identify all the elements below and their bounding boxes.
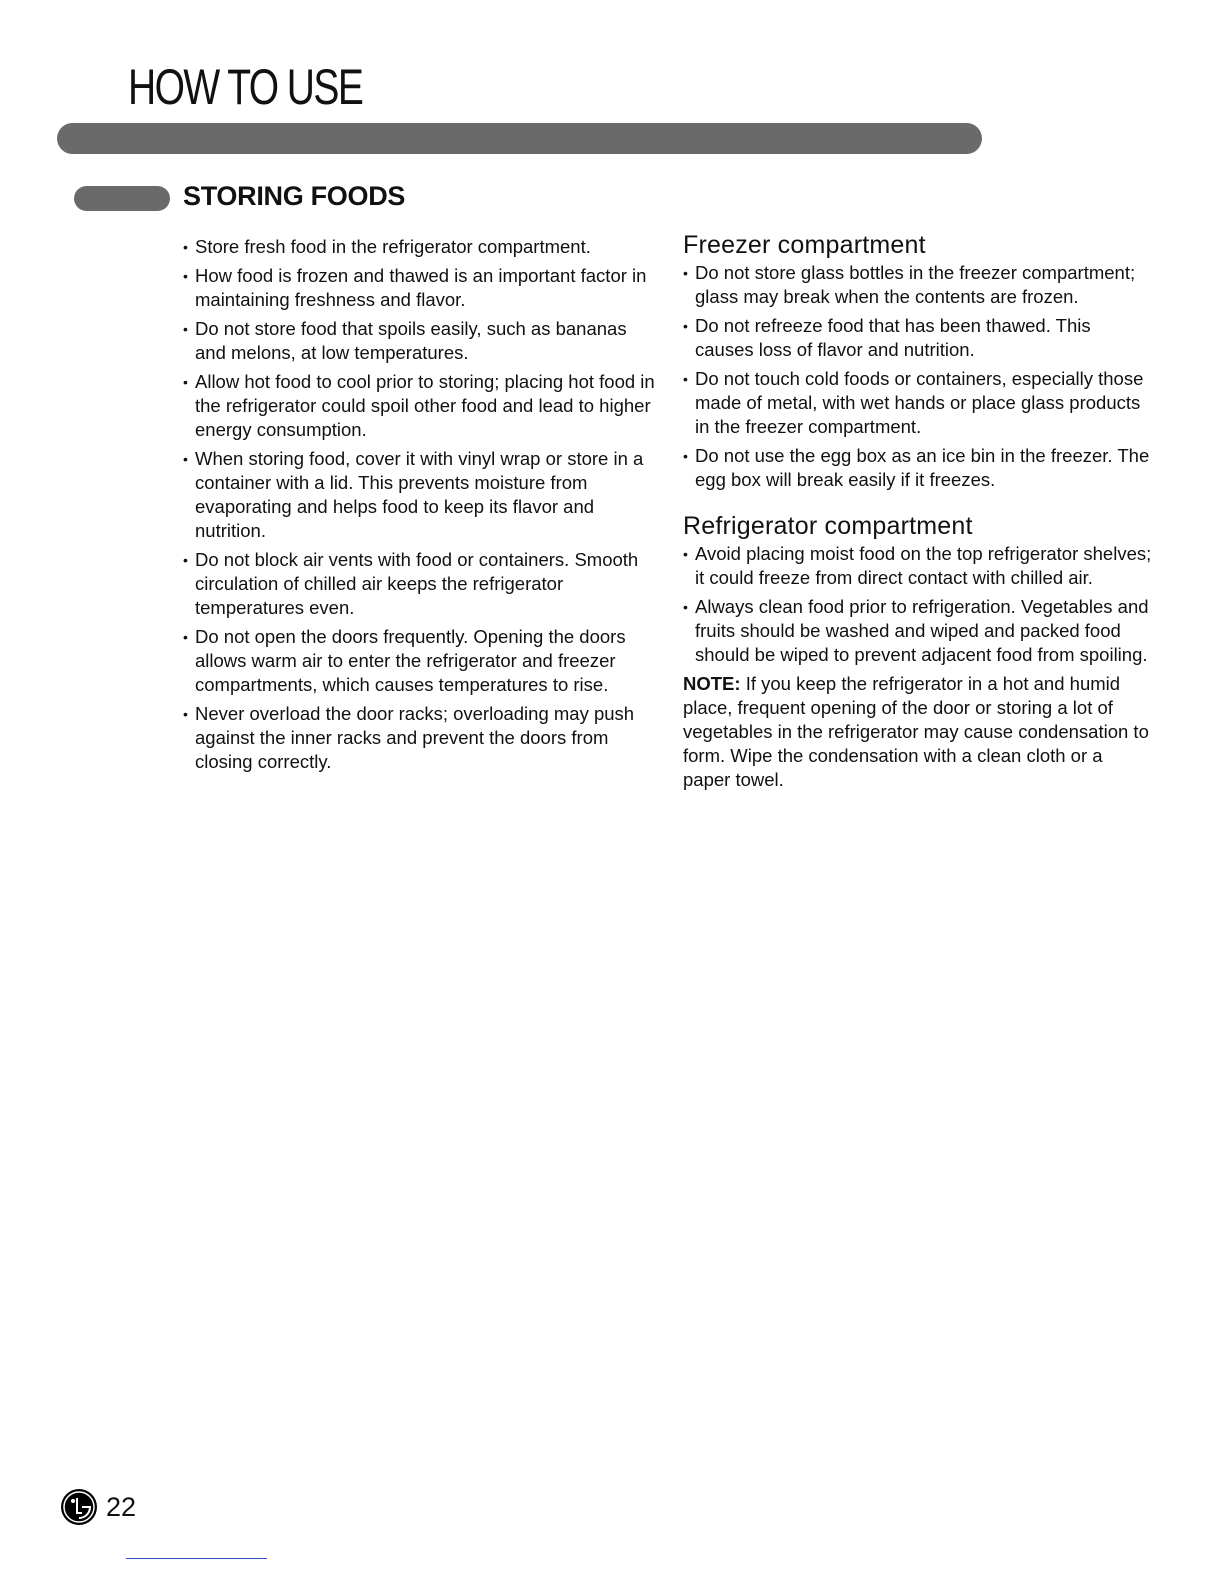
- right-column: [683, 233, 1153, 792]
- list-item: • Allow hot food to cool prior to storing; placing hot food in the refrigerator could spoil other food and lead to higher energy consumption.: [183, 370, 658, 442]
- list-item: • Store fresh food in the refrigerator compartment.: [183, 235, 658, 259]
- list-item: • Do not use the egg box as an ice bin in the freezer. The egg box will break easily if it freezes.: [683, 444, 1153, 492]
- note: [683, 672, 1153, 792]
- header-divider-bar: [57, 123, 982, 154]
- list-item: • Avoid placing moist food on the top refrigerator shelves; it could freeze from direct contact with chilled air.: [683, 542, 1153, 590]
- footer: [60, 1488, 136, 1526]
- refrigerator-heading: Refrigerator compartment: [683, 512, 973, 540]
- list-item: • Do not refreeze food that has been thawed. This causes loss of flavor and nutrition.: [683, 314, 1153, 362]
- list-item: • Always clean food prior to refrigeration. Vegetables and fruits should be washed and wiped and packed food should be wiped to prevent adjacent food from spoiling.: [683, 595, 1153, 667]
- left-column: [183, 235, 658, 779]
- note-label: NOTE:: [683, 673, 741, 694]
- list-item: • How food is frozen and thawed is an important factor in maintaining freshness and flavor.: [183, 264, 658, 312]
- page-number: 22: [106, 1491, 137, 1522]
- lg-logo-icon: [60, 1488, 98, 1526]
- list-item: • Do not touch cold foods or containers, especially those made of metal, with wet hands or place glass products in the freezer compartment.: [683, 367, 1153, 439]
- list-item: • Never overload the door racks; overloading may push against the inner racks and prevent the doors from closing correctly.: [183, 702, 658, 774]
- freezer-heading: Freezer compartment: [683, 231, 926, 259]
- page-title: HOW TO USE: [128, 59, 363, 115]
- list-item: • When storing food, cover it with vinyl wrap or store in a container with a lid. This prevents moisture from evaporating and helps food to keep its flavor and nutrition.: [183, 447, 658, 543]
- list-item: • Do not open the doors frequently. Opening the doors allows warm air to enter the refrigerator and freezer compartments, which causes temperatures to rise.: [183, 625, 658, 697]
- section-title: STORING FOODS: [183, 181, 406, 211]
- list-item: • Do not store food that spoils easily, such as bananas and melons, at low temperatures.: [183, 317, 658, 365]
- list-item: • Do not store glass bottles in the freezer compartment; glass may break when the contents are frozen.: [683, 261, 1153, 309]
- section-marker: [74, 186, 170, 211]
- footer-link-underline: [126, 1558, 267, 1559]
- note-text: If you keep the refrigerator in a hot and humid place, frequent opening of the door or storing a lot of vegetables in the refrigerator may cause condensation to form. Wipe the condensation with a clean cloth or a paper towel.: [683, 673, 1149, 790]
- list-item: • Do not block air vents with food or containers. Smooth circulation of chilled air keeps the refrigerator temperatures even.: [183, 548, 658, 620]
